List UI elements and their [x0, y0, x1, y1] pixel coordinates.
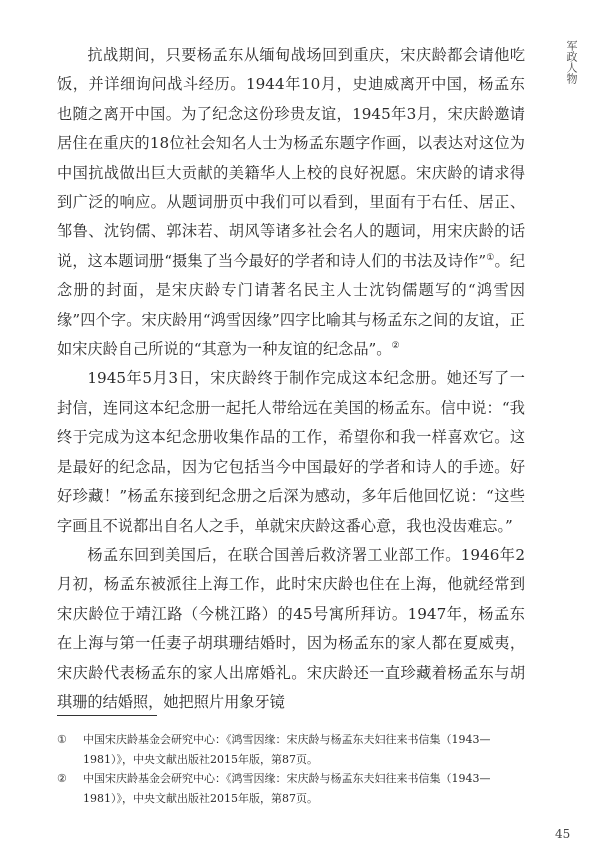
footnote-mark: ② [57, 772, 67, 785]
footnote-reference: ② [391, 341, 400, 351]
paragraph-text: 抗战期间，只要杨孟东从缅甸战场回到重庆，宋庆龄都会请他吃饭，并详细询问战斗经历。1944年10月，史迪威离开中国，杨孟东也随之离开中国。为了纪念这份珍贵友谊，1945年3月，宋庆龄邀请居住在重庆的18位社会知名人士为杨孟东题字作画，以表达对这位为中国抗战做出巨大贡献的美籍华人上校的良好祝愿。宋庆龄的请求得到广泛的响应。从题词册页中我们可以看到，里面有于右任、居正、邹鲁、沈钧儒、郭沫若、胡风等诸多社会名人的题词，用宋庆龄的话说，这本题词册“摄集了当今最好的学者和诗人们的书法及诗作” [57, 46, 525, 270]
paragraph-text: 杨孟东回到美国后，在联合国善后救济署工业部工作。1946年2月初，杨孟东被派往上海工作，此时宋庆龄也住在上海，他就经常到宋庆龄位于靖江路（今桃江路）的45号寓所拜访。1947年，杨孟东在上海与第一任妻子胡琪珊结婚时，因为杨孟东的家人都在夏威夷，宋庆龄代表杨孟东的家人出席婚礼。宋庆龄还一直珍藏着杨孟东与胡琪珊的结婚照，她把照片用象牙镜 [57, 545, 525, 711]
footnote-mark: ① [57, 733, 67, 746]
page-number: 45 [555, 827, 571, 841]
footnote-text: 中国宋庆龄基金会研究中心：《鸿雪因缘：宋庆龄与杨孟东夫妇往来书信集（1943—1981）》，中央文献出版社2015年版，第87页。 [83, 772, 491, 805]
footnote [57, 769, 525, 808]
paragraph-text: 。纪念册的封面，是宋庆龄专门请著名民主人士沈钧儒题写的“鸿雪因缘”四个字。宋庆龄用“鸿雪因缘”四字比喻其与杨孟东之间的友谊，正如宋庆龄自己所说的“其意为一种友谊的纪念品”。 [57, 251, 526, 359]
footnote-reference: ① [486, 252, 495, 263]
paragraph-text: 1945年5月3日，宋庆龄终于制作完成这本纪念册。她还写了一封信，连同这本纪念册一起托人带给远在美国的杨孟东。信中说：“我终于完成为这本纪念册收集作品的工作，希望你和我一样喜欢它。这是最好的纪念品，因为它包括当今中国最好的学者和诗人的手迹。好好珍藏！”杨孟东接到纪念册之后深为感动，多年后他回忆说：“这些字画且不说都出自名人之手，单就宋庆龄这番心意，我也没齿难忘。” [57, 369, 525, 535]
body-text [57, 41, 525, 717]
footnotes [57, 730, 525, 808]
footnote-text: 中国宋庆龄基金会研究中心：《鸿雪因缘：宋庆龄与杨孟东夫妇往来书信集（1943—1981）》，中央文献出版社2015年版，第87页。 [83, 733, 491, 766]
footnote [57, 730, 525, 769]
body-paragraph [57, 364, 525, 540]
body-paragraph [57, 41, 525, 364]
running-head: 军政人物 [565, 40, 578, 84]
body-paragraph [57, 541, 525, 717]
footnote-divider [57, 715, 157, 716]
